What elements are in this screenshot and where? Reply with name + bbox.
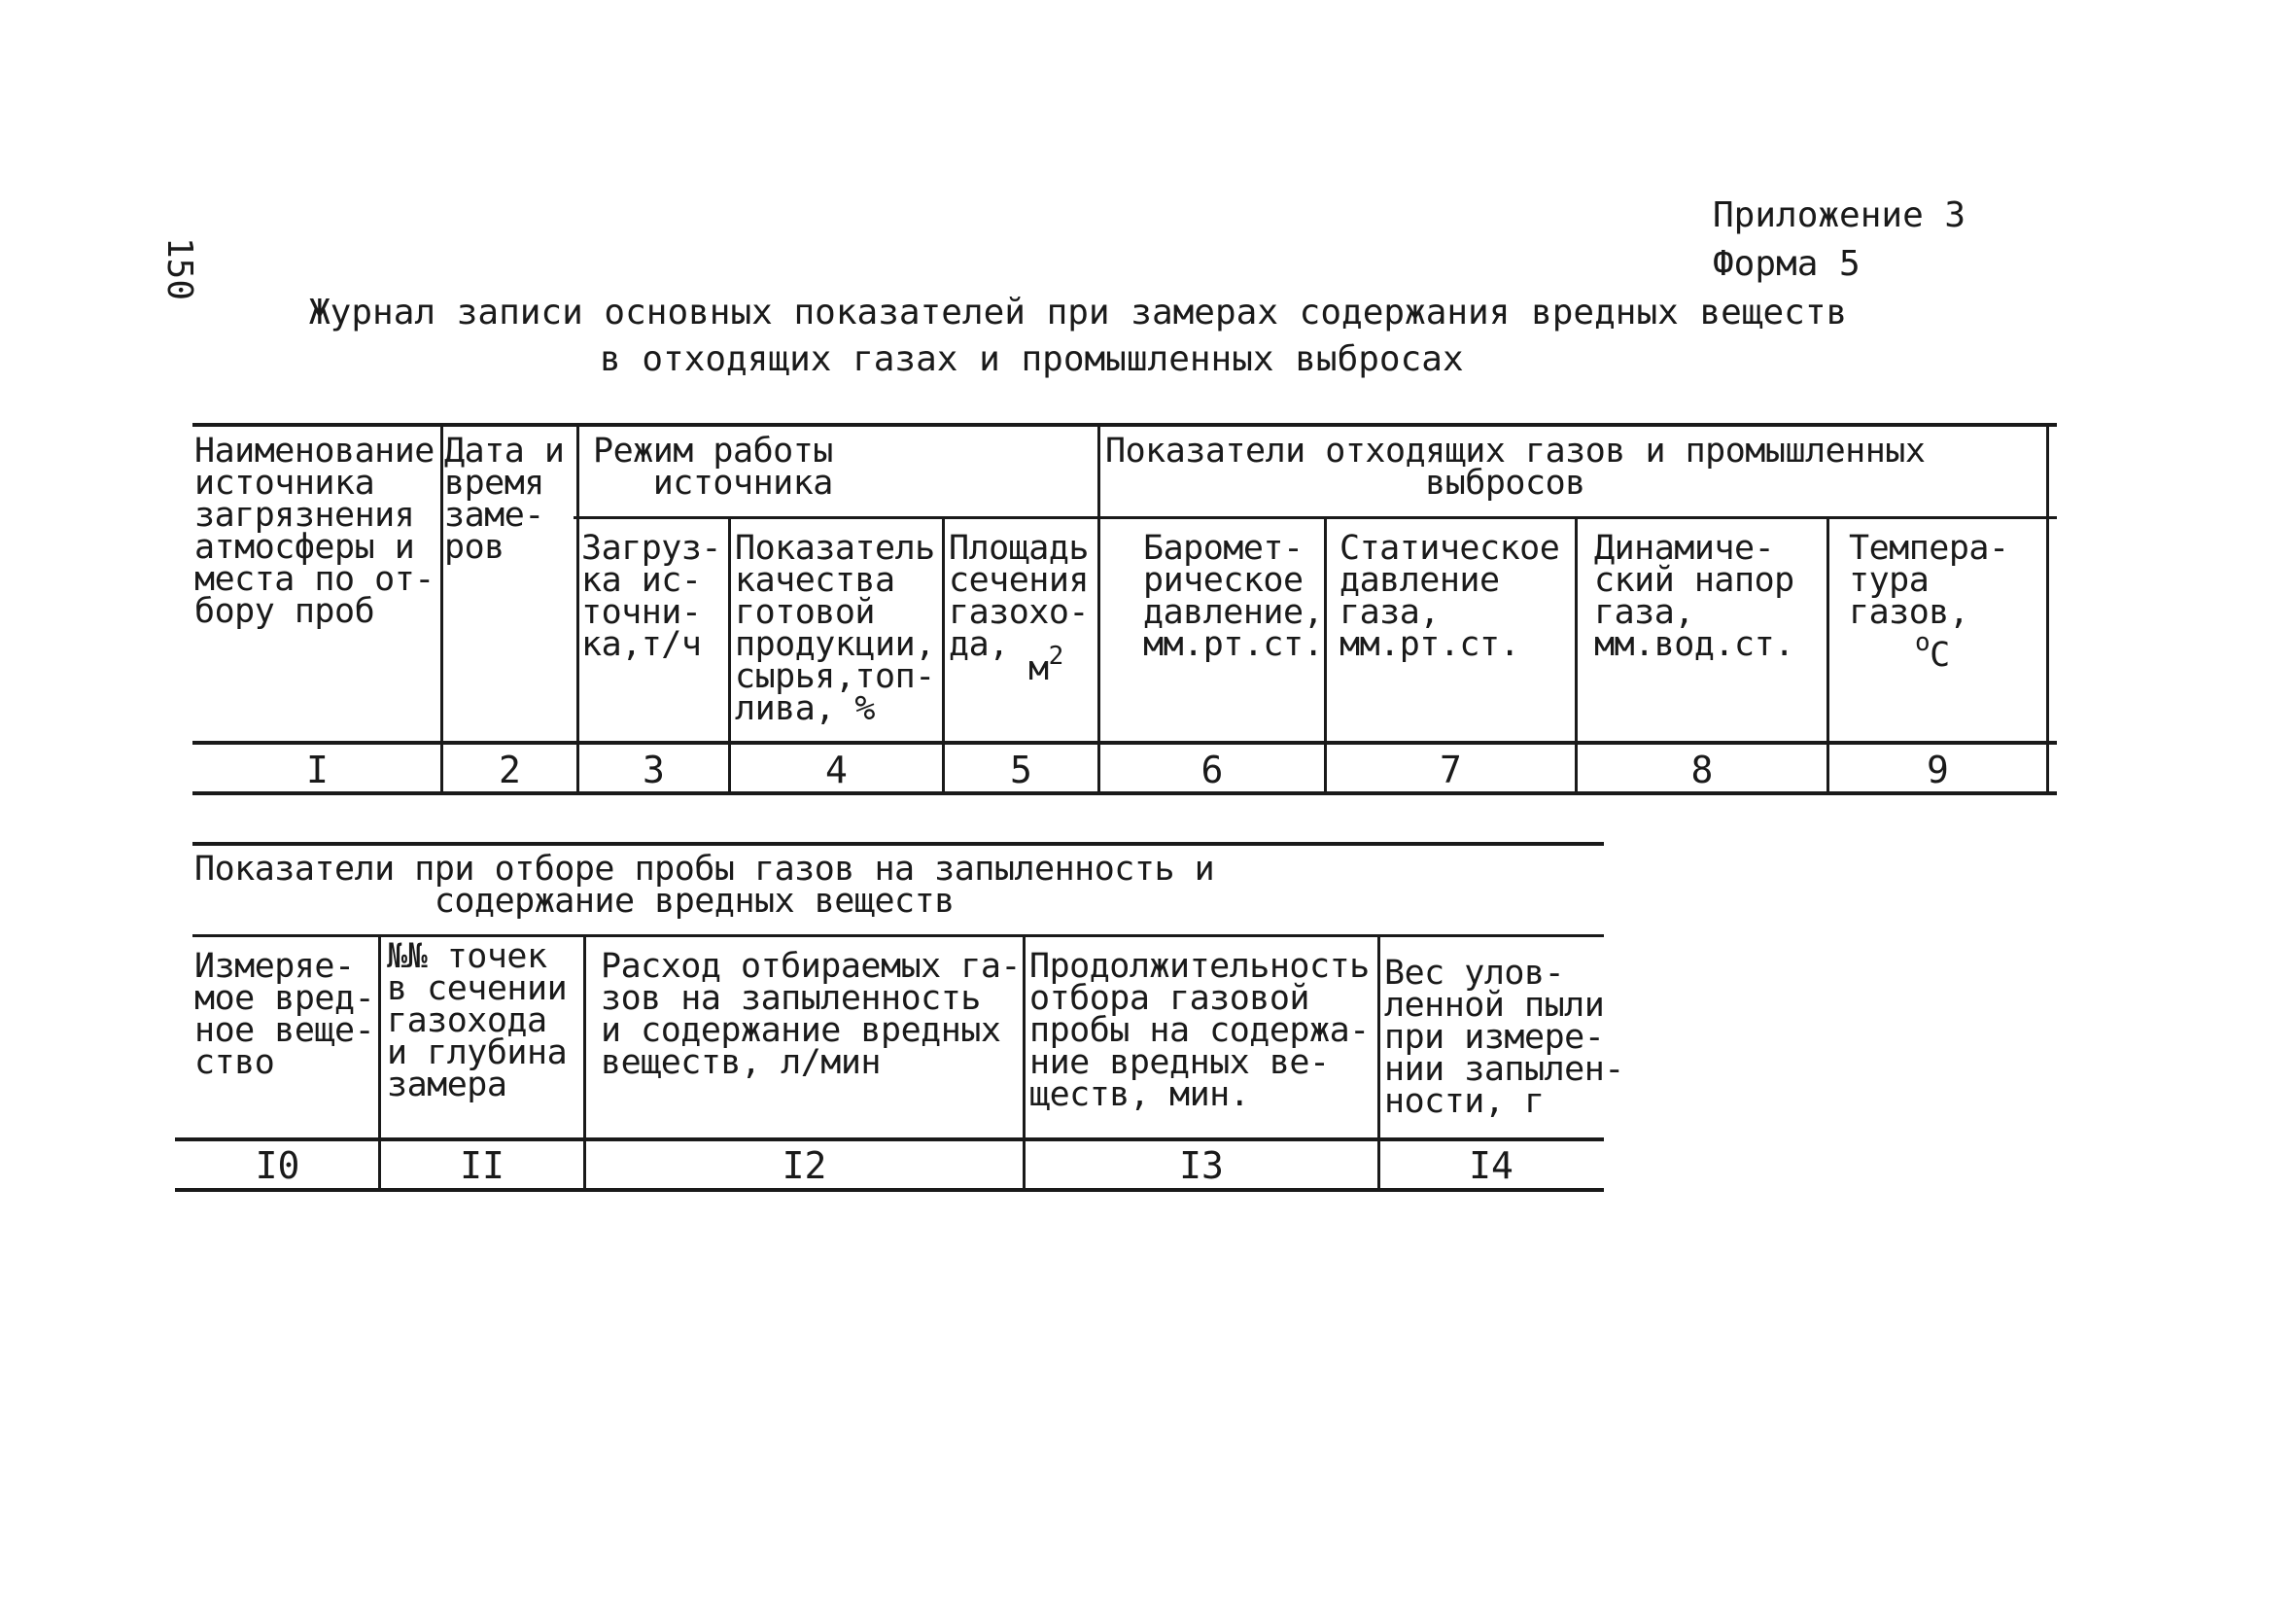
table1-col-number: 4 — [825, 749, 848, 791]
group-mode-header: Режим работы источника — [593, 432, 833, 503]
col14-header: Вес улов- ленной пыли при измере- нии запылен- ности, г — [1384, 954, 1624, 1121]
col6-header: Баромет- рическое давление, мм.рт.ст. — [1143, 529, 1324, 664]
col9-unit-superscript: о — [1915, 628, 1931, 657]
table1-col-number: 5 — [1010, 749, 1032, 791]
table1-col-number: 7 — [1440, 749, 1462, 791]
group-indicators-header: Показатели отходящих газов и промышленных выбросов — [1105, 432, 1926, 503]
document-title-line1: Журнал записи основных показателей при замерах содержания вредных веществ — [309, 293, 1848, 332]
col3-header: Загруз- ка ис- точни- ка,т/ч — [581, 529, 722, 664]
table2-col-number: I3 — [1179, 1144, 1224, 1187]
col4-header: Показатель качества готовой продукции, сырья,топ- лива, % — [735, 529, 935, 728]
table1-vline — [1097, 423, 1100, 794]
col9-header: Темпера- тура газов, — [1849, 529, 2009, 632]
appendix-label: Приложение 3 — [1713, 195, 1966, 235]
table1-vline — [2046, 423, 2049, 794]
table1-col-number: 2 — [499, 749, 521, 791]
table1-subheader-divider — [574, 516, 2057, 519]
table1-col-number: 6 — [1200, 749, 1224, 791]
table2-top-border — [192, 842, 1604, 846]
col1-header: Наименование источника загрязнения атмосферы и места по от- бору проб — [194, 432, 435, 631]
table1-col-number: 9 — [1927, 749, 1949, 791]
table2-col-number: I4 — [1469, 1144, 1513, 1187]
page-number: 150 — [159, 236, 200, 301]
col5-unit-superscript: 2 — [1048, 642, 1063, 671]
table2-col-number: I2 — [782, 1144, 827, 1187]
col5-unit-base: м — [1028, 649, 1049, 688]
table2-header-bottom — [175, 1137, 1604, 1141]
form-label: Форма 5 — [1713, 244, 1861, 284]
sampling-group-header: Показатели при отборе пробы газов на запыленность и содержание вредных веществ — [194, 850, 1215, 921]
col13-header: Продолжительность отбора газовой пробы на содержа- ние вредных ве- ществ, мин. — [1029, 947, 1370, 1114]
col10-header: Измеряе- мое вред- ное веще- ство — [194, 947, 375, 1082]
col11-header: №№ точек в сечении газохода и глубина замера — [387, 937, 568, 1104]
table2-bottom-border — [175, 1188, 1604, 1192]
document-title-line2: в отходящих газах и промышленных выбросах — [600, 339, 1464, 379]
table1-top-border — [192, 423, 2057, 427]
table1-vline — [440, 423, 443, 794]
col12-header: Расход отбираемых га- зов на запыленность и содержание вредных веществ, л/мин — [601, 947, 1022, 1082]
table2-col-number: I0 — [255, 1144, 300, 1187]
table1-col-number: I — [306, 749, 329, 791]
col2-header: Дата и время заме- ров — [444, 432, 565, 567]
col8-header: Динамиче- ский напор газа, мм.вод.ст. — [1594, 529, 1794, 664]
table1-col-number: 8 — [1690, 749, 1714, 791]
col5-header: Площадь сечения газохо- да, — [949, 529, 1090, 664]
table1-bottom-border — [192, 791, 2057, 795]
table1-vline — [576, 423, 579, 794]
table1-header-bottom — [192, 741, 2057, 745]
col9-unit-base: С — [1930, 636, 1950, 675]
col7-header: Статическое давление газа, мм.рт.ст. — [1339, 529, 1560, 664]
col5-unit — [1028, 642, 1063, 688]
table1-col-number: 3 — [643, 749, 665, 791]
table2-col-number: II — [460, 1144, 504, 1187]
col9-unit — [1915, 628, 1950, 675]
